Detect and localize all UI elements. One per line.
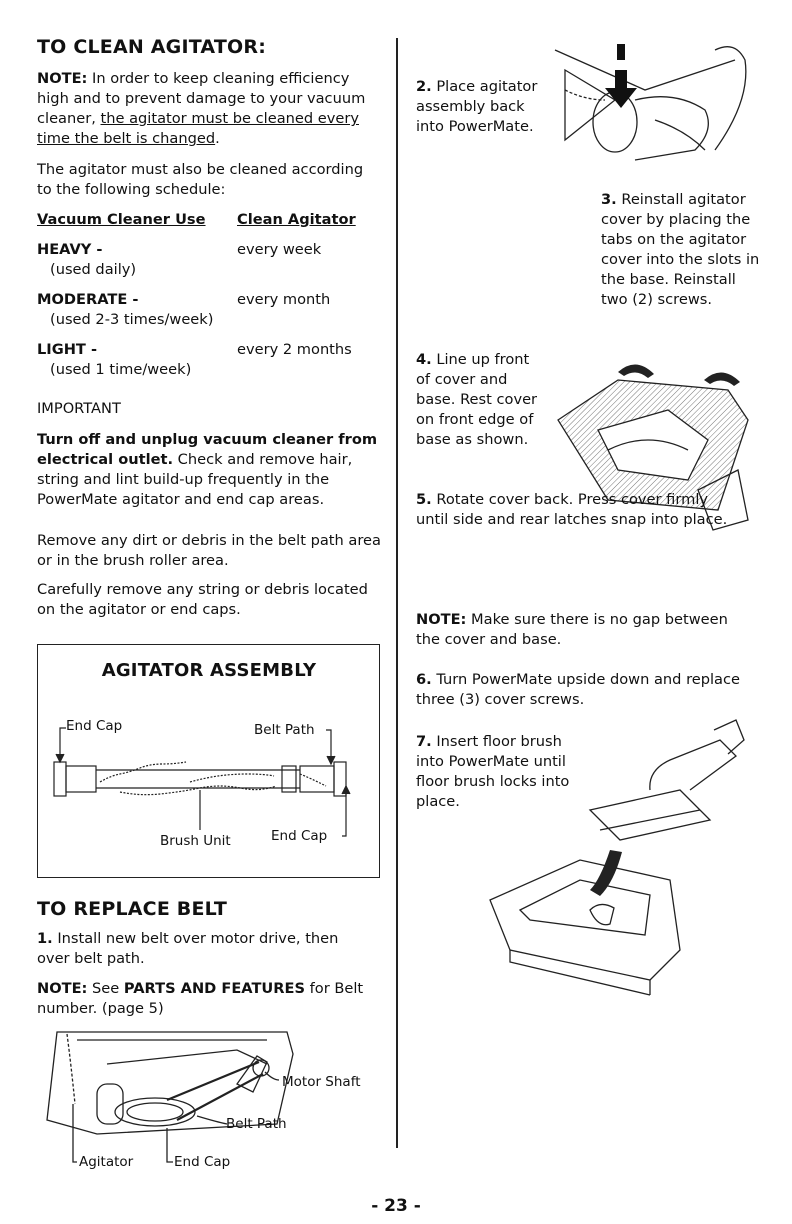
- step-5-num: 5.: [416, 491, 432, 508]
- warning-bold: Turn off and unplug vacuum cleaner from electrical outlet.: [37, 431, 378, 468]
- row-moderate-level: MODERATE -: [37, 291, 139, 308]
- belt-note-post: for Belt number. (page 5): [37, 980, 364, 1017]
- step-5-text: Rotate cover back. Press cover firmly until side and rear latches snap into place.: [416, 491, 728, 528]
- floor-brush-illustration: [480, 730, 760, 1000]
- agitator-diagram: [50, 720, 360, 850]
- note-label: NOTE:: [37, 70, 88, 87]
- note-text: In order to keep cleaning efficiency high and to prevent damage to your vacuum cleaner,: [37, 70, 366, 127]
- label-belt-path-2: Belt Path: [226, 1116, 287, 1132]
- label-end-cap-belt: End Cap: [174, 1154, 231, 1170]
- belt-diagram: [37, 1024, 367, 1174]
- step-4-text: Line up front of cover and base. Rest cover on front edge of base as shown.: [416, 351, 538, 448]
- step-2: [416, 77, 556, 137]
- right-note: [416, 610, 756, 650]
- label-agitator: Agitator: [79, 1154, 134, 1170]
- string-paragraph: Carefully remove any string or debris located on the agitator or end caps.: [37, 581, 368, 618]
- belt-note-pre: See: [87, 980, 124, 997]
- step-7-num: 7.: [416, 733, 432, 750]
- row-heavy-freq: every week: [237, 241, 322, 258]
- row-light-level: LIGHT -: [37, 341, 98, 358]
- right-note-text: Make sure there is no gap between the cover and base.: [416, 611, 728, 648]
- step-6: [416, 670, 756, 710]
- note-end: .: [215, 130, 220, 147]
- note-paragraph: [37, 69, 377, 149]
- column-divider: [396, 38, 398, 1148]
- belt-note: [37, 979, 377, 1019]
- right-note-label: NOTE:: [416, 611, 467, 628]
- agitator-assembly-title: AGITATOR ASSEMBLY: [101, 660, 317, 681]
- important-heading: IMPORTANT: [37, 400, 121, 417]
- step-7-text: Insert floor brush into PowerMate until floor brush locks into place.: [416, 733, 570, 810]
- row-heavy-detail: (used daily): [50, 261, 137, 278]
- belt-note-label: NOTE:: [37, 980, 88, 997]
- step-5: [416, 490, 736, 530]
- row-moderate-detail: (used 2-3 times/week): [50, 311, 214, 328]
- section-title-replace-belt: TO REPLACE BELT: [37, 898, 227, 920]
- step-6-text: Turn PowerMate upside down and replace three (3) cover screws.: [416, 671, 741, 708]
- step-4: [416, 350, 544, 450]
- belt-step-1-text: Install new belt over motor drive, then over belt path.: [37, 930, 339, 967]
- step-2-num: 2.: [416, 78, 432, 95]
- step-3-num: 3.: [601, 191, 617, 208]
- row-moderate-freq: every month: [237, 291, 331, 308]
- label-belt-path: Belt Path: [254, 722, 315, 738]
- schedule-intro: The agitator must also be cleaned according to the following schedule:: [37, 161, 364, 198]
- col-header-clean: Clean Agitator: [237, 211, 356, 228]
- step-6-num: 6.: [416, 671, 432, 688]
- label-end-cap-right: End Cap: [271, 828, 328, 844]
- warning-text: Check and remove hair, string and lint build-up frequently in the PowerMate agitator and end cap areas.: [37, 451, 353, 508]
- col-header-use: Vacuum Cleaner Use: [37, 211, 206, 228]
- belt-note-bold: PARTS AND FEATURES: [123, 980, 305, 997]
- row-light-detail: (used 1 time/week): [50, 361, 192, 378]
- step-3: [601, 190, 761, 310]
- step-3-text: Reinstall agitator cover by placing the tabs on the agitator cover into the slots in the base. Reinstall two (2) screws.: [601, 191, 760, 308]
- place-agitator-illustration: [545, 30, 760, 170]
- row-heavy-level: HEAVY -: [37, 241, 103, 258]
- row-light-freq: every 2 months: [237, 341, 352, 358]
- label-brush-unit: Brush Unit: [160, 833, 231, 849]
- step-2-text: Place agitator assembly back into PowerMate.: [416, 78, 538, 135]
- label-motor-shaft: Motor Shaft: [282, 1074, 361, 1090]
- warning-paragraph: [37, 430, 382, 510]
- step-4-num: 4.: [416, 351, 432, 368]
- belt-step-1-num: 1.: [37, 930, 53, 947]
- debris-paragraph: Remove any dirt or debris in the belt path area or in the brush roller area.: [37, 532, 381, 569]
- note-underlined: the agitator must be cleaned every time the belt is changed: [37, 110, 359, 147]
- section-title-clean-agitator: TO CLEAN AGITATOR:: [37, 36, 267, 58]
- belt-step-1: [37, 929, 367, 969]
- label-end-cap-left: End Cap: [66, 718, 123, 734]
- page-number: - 23 -: [371, 1196, 421, 1216]
